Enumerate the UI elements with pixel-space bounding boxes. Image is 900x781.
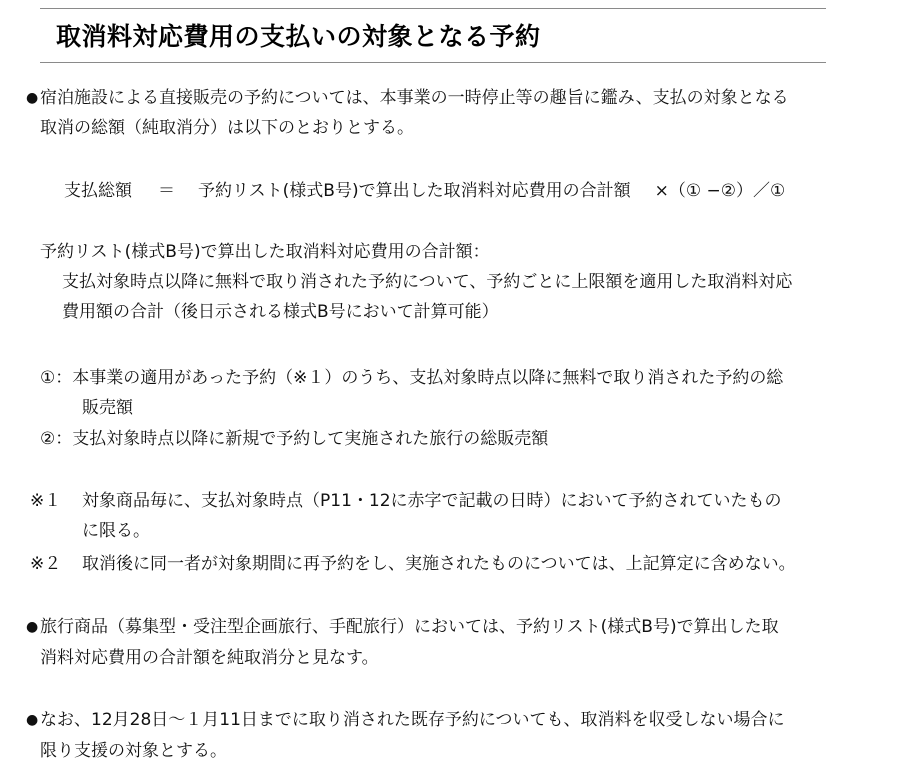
item1-line1: ①：本事業の適用があった予約（※１）のうち、支払対象時点以降に無料で取り消された予約の総	[40, 368, 784, 388]
section2-text-line1: 旅行商品（募集型・受注型企画旅行、手配旅行）においては、予約リスト(様式B号)で算出した取	[40, 617, 779, 637]
section1-line1	[26, 87, 789, 109]
section3-line2: 限り支援の対象とする。	[40, 741, 227, 761]
note1-text-line1: 対象商品毎に、支払対象時点（P11・12に赤字で記載の日時）において予約されていたもの	[82, 491, 782, 511]
formula-equals: ＝	[158, 181, 175, 201]
section1-line2: 取消の総額（純取消分）は以下のとおりとする。	[40, 118, 414, 138]
note2-text-line1: 取消後に同一者が対象期間に再予約をし、実施されたものについては、上記算定に含めない。	[82, 554, 796, 574]
note2-mark: ※２	[30, 554, 62, 574]
section2-line2: 消料対応費用の合計額を純取消分と見なす。	[40, 648, 379, 668]
formula-ratio: ×（① −②）／①	[654, 181, 786, 201]
formula-left: 支払総額	[64, 181, 132, 201]
note1-line2: に限る。	[82, 521, 150, 541]
page-title: 取消料対応費用の支払いの対象となる予約	[56, 22, 541, 51]
bullet-icon: ●	[26, 712, 39, 728]
formula	[64, 180, 785, 202]
bullet-icon: ●	[26, 619, 39, 635]
formula-right: 予約リスト(様式B号)で算出した取消料対応費用の合計額	[198, 181, 631, 201]
definition-heading: 予約リスト(様式B号)で算出した取消料対応費用の合計額：	[40, 242, 490, 262]
title-bottom-rule	[40, 62, 826, 63]
item1-line2: 販売額	[82, 398, 133, 418]
note2-line1	[30, 553, 796, 575]
title-top-rule	[40, 8, 826, 9]
section2-line1	[26, 616, 779, 638]
note1-line1	[30, 490, 782, 512]
section3-text-line1: なお、12月28日〜１月11日までに取り消された既存予約についても、取消料を収受しない場合に	[40, 710, 785, 730]
note1-mark: ※１	[30, 491, 62, 511]
definition-line2: 費用額の合計（後日示される様式B号において計算可能）	[62, 302, 499, 322]
definition-line1: 支払対象時点以降に無料で取り消された予約について、予約ごとに上限額を適用した取消料対応	[62, 272, 793, 292]
item2-line1: ②：支払対象時点以降に新規で予約して実施された旅行の総販売額	[40, 429, 549, 449]
bullet-icon: ●	[26, 90, 39, 106]
section3-line1	[26, 709, 785, 731]
section1-text-line1: 宿泊施設による直接販売の予約については、本事業の一時停止等の趣旨に鑑み、支払の対象となる	[40, 88, 789, 108]
